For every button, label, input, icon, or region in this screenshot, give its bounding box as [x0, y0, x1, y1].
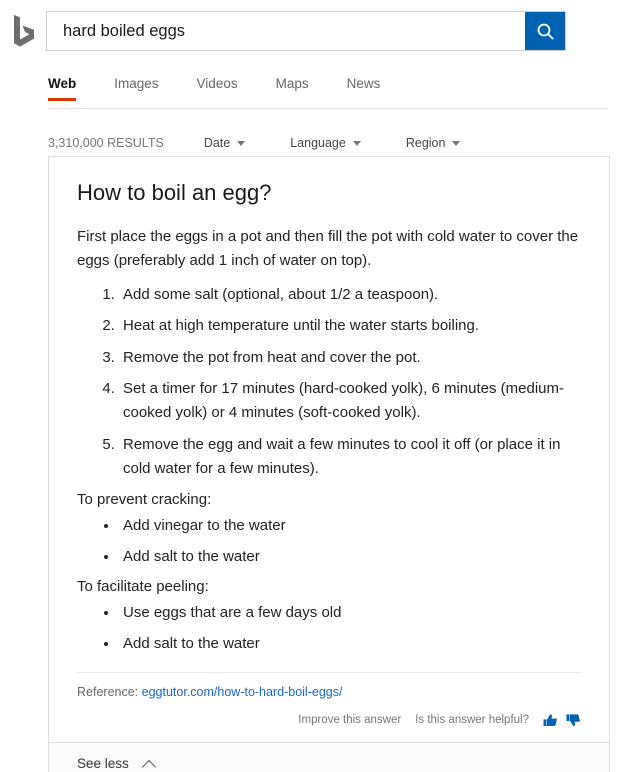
- filter-language-label: Language: [290, 136, 346, 150]
- search-icon: [536, 22, 555, 41]
- list-item: 1. Add some salt (optional, about 1/2 a teaspoon).: [119, 283, 581, 307]
- tab-web-label: Web: [48, 76, 77, 91]
- reference-label: Reference:: [77, 684, 139, 699]
- see-less-label: See less: [77, 755, 129, 771]
- see-less-button[interactable]: [49, 742, 609, 772]
- answer-steps: [77, 283, 581, 481]
- list-item: • Add salt to the water: [119, 632, 581, 656]
- list-item: 2. Heat at high temperature until the water starts boiling.: [119, 314, 581, 338]
- answer-title: How to boil an egg?: [77, 180, 272, 205]
- reference-link[interactable]: eggtutor.com/how-to-hard-boil-eggs/: [141, 684, 343, 699]
- filter-date-label: Date: [203, 136, 231, 150]
- section-two-list: [77, 601, 581, 656]
- thumbs-group: [543, 713, 581, 728]
- results-count: 3,310,000 RESULTS: [48, 136, 164, 150]
- feedback-row: [77, 713, 581, 742]
- section-two-label: To facilitate peeling:: [77, 578, 209, 596]
- tab-images-label: Images: [114, 76, 159, 91]
- tab-news[interactable]: [347, 76, 381, 100]
- tab-videos[interactable]: [197, 76, 238, 100]
- tab-maps[interactable]: [276, 76, 309, 100]
- bing-logo-icon[interactable]: [0, 10, 46, 52]
- filter-date[interactable]: [204, 136, 245, 150]
- filter-language[interactable]: [290, 136, 361, 150]
- answer-card: [48, 156, 610, 772]
- tab-images[interactable]: [114, 76, 158, 100]
- tab-videos-label: Videos: [196, 76, 238, 91]
- answer-card-body: [49, 157, 609, 742]
- chevron-up-icon: [143, 759, 157, 768]
- thumbs-up-icon[interactable]: [543, 713, 558, 728]
- chevron-down-icon: [353, 141, 361, 146]
- tab-maps-label: Maps: [275, 76, 309, 91]
- search-header: [0, 10, 618, 52]
- filters-bar: [48, 132, 608, 154]
- list-item: 5. Remove the egg and wait a few minutes to cool it off (or place it in cold water for a few minutes).: [119, 433, 581, 482]
- section-one-list: [77, 514, 581, 569]
- helpful-label: Is this answer helpful?: [415, 714, 529, 727]
- reference-row: [77, 672, 581, 713]
- list-item: 3. Remove the pot from heat and cover the pot.: [119, 346, 581, 370]
- section-one-label: To prevent cracking:: [77, 491, 212, 509]
- chevron-down-icon: [237, 141, 245, 146]
- filter-region-label: Region: [405, 136, 446, 150]
- search-box[interactable]: [46, 11, 566, 51]
- answer-intro: First place the eggs in a pot and then fill the pot with cold water to cover the eggs (preferably add 1 inch of water on top).: [77, 227, 579, 269]
- improve-answer-link[interactable]: Improve this answer: [298, 714, 402, 727]
- list-item: • Add vinegar to the water: [119, 514, 581, 538]
- list-item: • Add salt to the water: [119, 545, 581, 569]
- tab-web[interactable]: [48, 76, 76, 100]
- thumbs-down-icon[interactable]: [566, 713, 581, 728]
- filter-region[interactable]: [406, 136, 461, 150]
- search-button[interactable]: [525, 12, 565, 50]
- search-input[interactable]: [47, 12, 525, 50]
- search-tabs: [48, 76, 608, 109]
- list-item: • Use eggs that are a few days old: [119, 601, 581, 625]
- list-item: 4. Set a timer for 17 minutes (hard-cooked yolk), 6 minutes (medium-cooked yolk) or 4 minutes (soft-cooked yolk).: [119, 377, 581, 426]
- chevron-down-icon: [452, 141, 460, 146]
- tab-news-label: News: [346, 76, 381, 91]
